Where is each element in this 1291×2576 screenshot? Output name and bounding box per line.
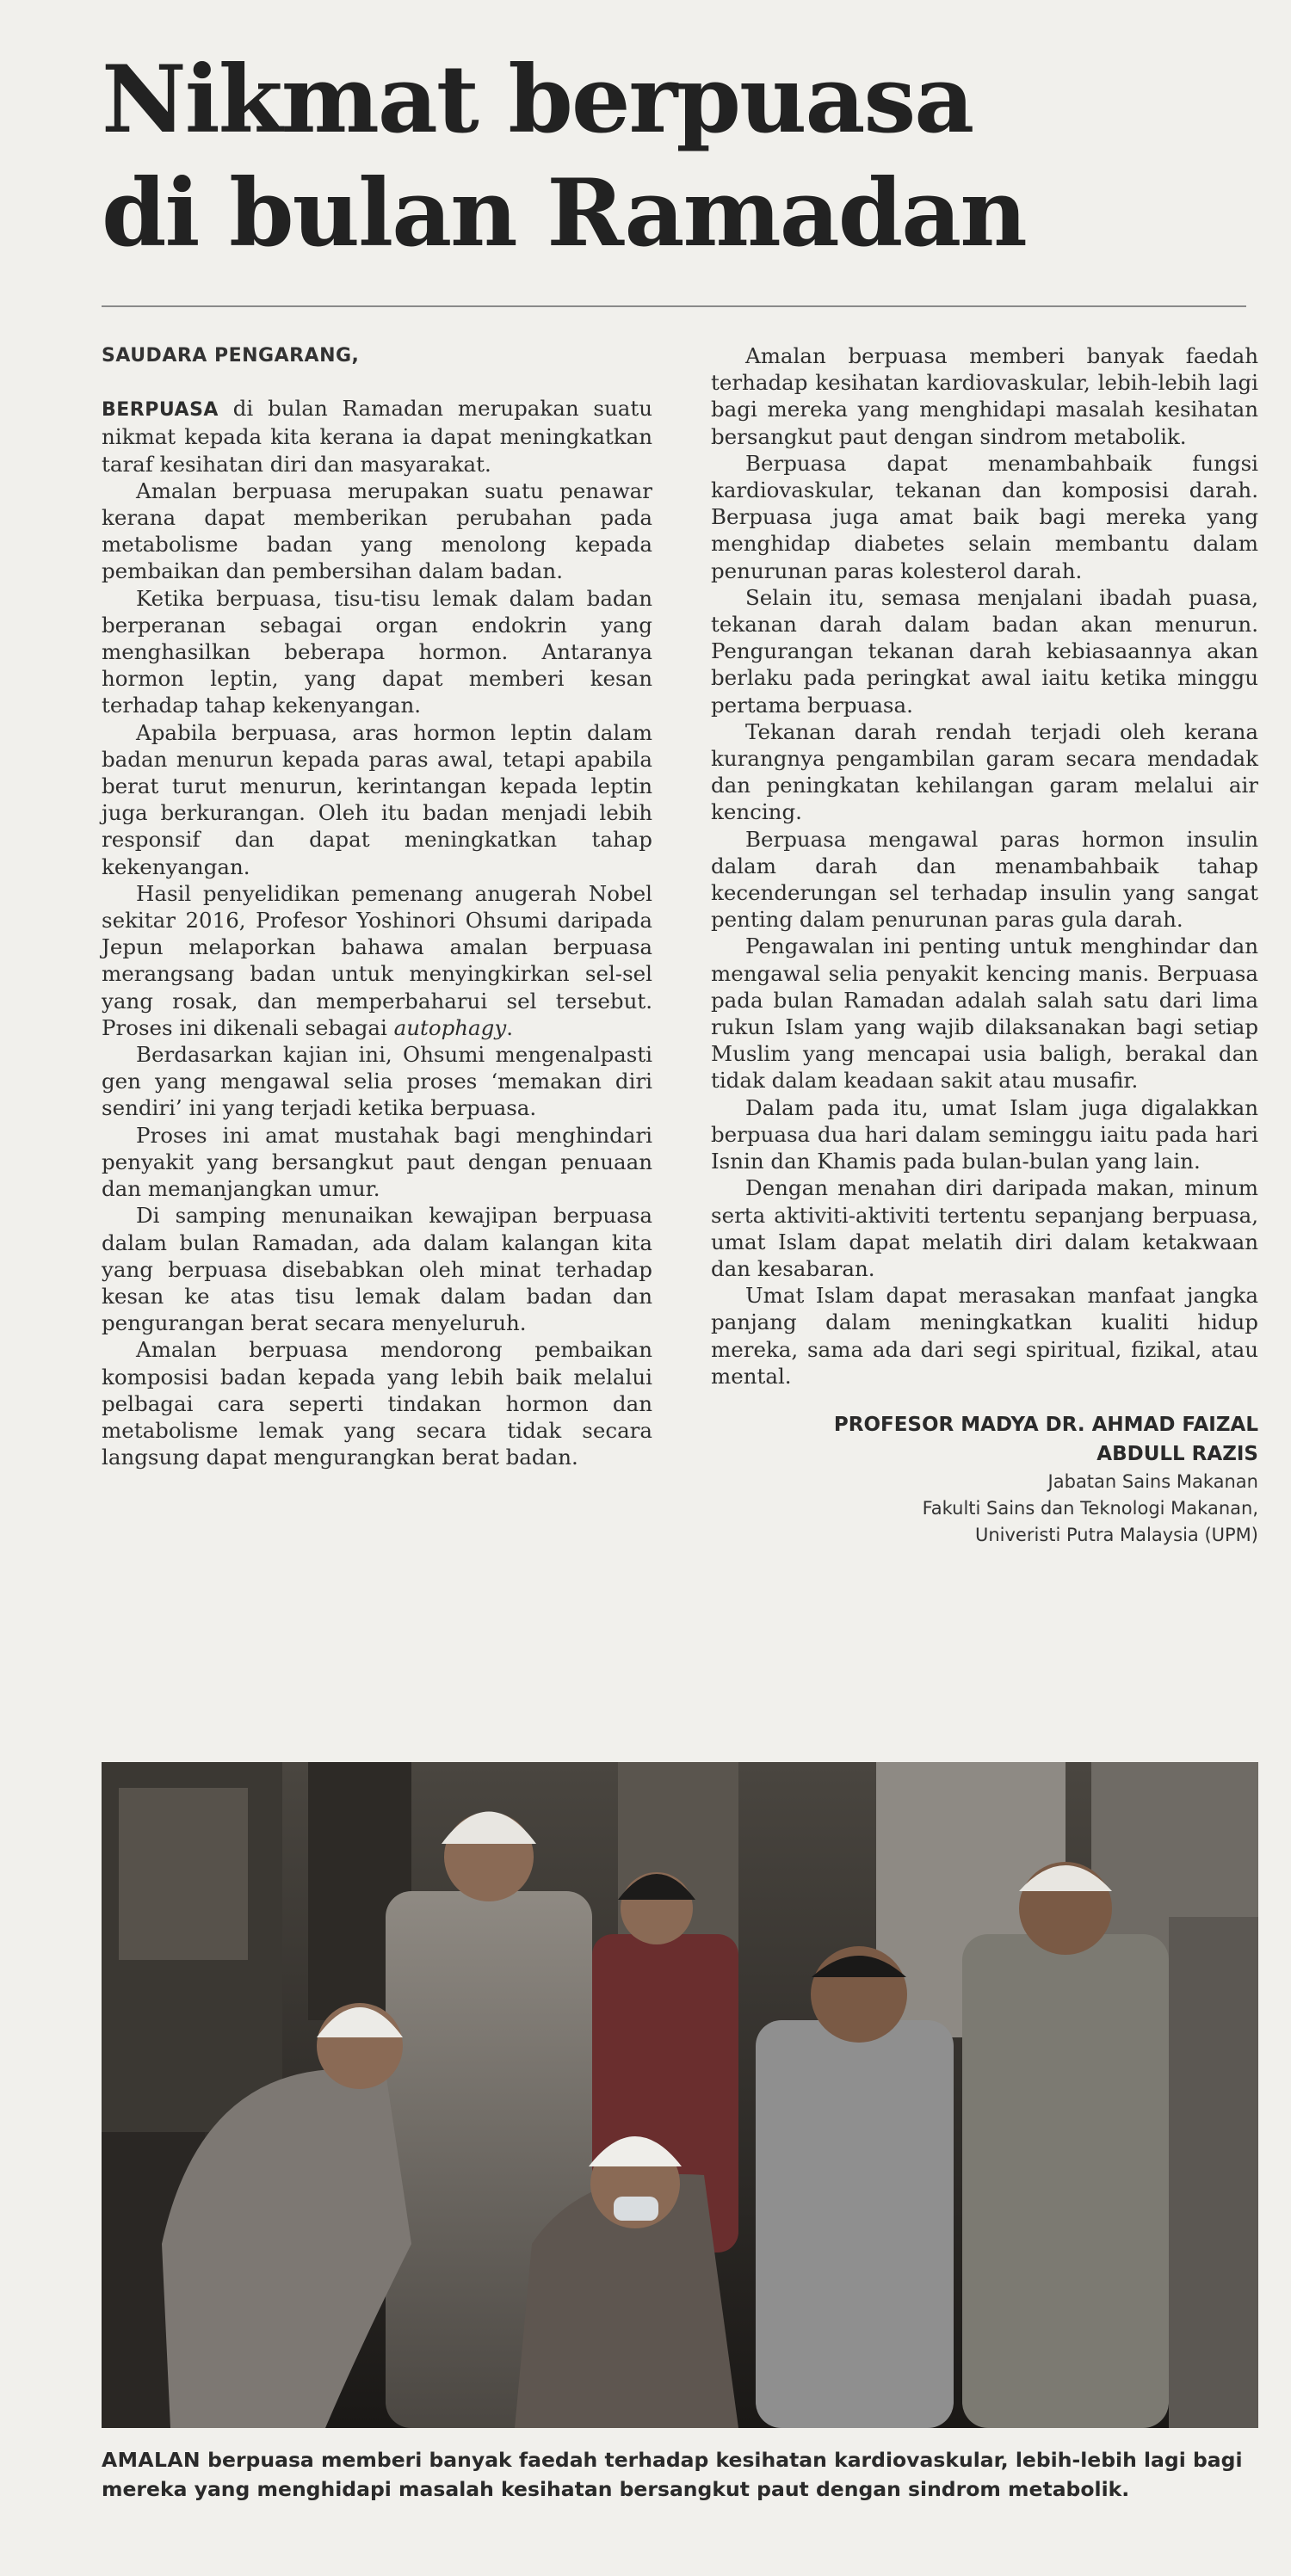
paragraph: Dalam pada itu, umat Islam juga digalakkan berpuasa dua hari dalam seminggu iaitu pada hari Isnin dan Khamis pada bulan-bulan yang lain. [711, 1094, 1258, 1174]
paragraph: Apabila berpuasa, aras hormon leptin dalam badan menurun kepada paras awal, tetapi apabila berat turut menurun, kerintangan kepada leptin juga berkurangan. Oleh itu badan menjadi lebih responsif dan dapat meningkatkan tahap kekenyangan. [102, 719, 652, 879]
headline-divider [102, 305, 1246, 307]
paragraph: Selain itu, semasa menjalani ibadah puasa, tekanan darah dalam badan akan menurun. Pengurangan tekanan darah kebiasaannya akan berlaku pada peringkat awal iaitu ketika minggu pertama berpuasa. [711, 584, 1258, 718]
headline-line-1: Nikmat berpuasa [102, 46, 973, 154]
paragraph: Amalan berpuasa merupakan suatu penawar kerana dapat memberikan perubahan pada metabolisme badan yang menolong kepada pembaikan dan pembersihan dalam badan. [102, 478, 652, 584]
lead-word: BERPUASA [102, 399, 219, 422]
paragraph: Tekanan darah rendah terjadi oleh kerana kurangnya pengambilan garam secara mendadak dan peningkatan kehilangan garam melalui air kencing. [711, 718, 1258, 825]
author-name-line-2: ABDULL RAZIS [1096, 1442, 1258, 1465]
caption-lead: AMALAN [102, 2448, 201, 2472]
nobel-text: Hasil penyelidikan pemenang anugerah Nobel sekitar 2016, Profesor Yoshinori Ohsumi daripada Jepun melaporkan bahawa amalan berpuasa merangsang badan untuk menyingkirkan sel-sel yang rosak, dan memperbaharui sel tersebut. Proses ini dikenali sebagai [102, 880, 652, 1040]
congregational-prayer-photo [102, 1762, 1258, 2428]
author-department: Jabatan Sains Makanan [1047, 1470, 1258, 1492]
nobel-end: . [506, 1014, 513, 1040]
paragraph: Berdasarkan kajian ini, Ohsumi mengenalpasti gen yang mengawal selia proses ‘memakan diri sendiri’ ini yang terjadi ketika berpuasa. [102, 1042, 652, 1121]
author-university: Univeristi Putra Malaysia (UPM) [974, 1524, 1258, 1545]
autophagy-term: autophagy [393, 1014, 507, 1040]
paragraph: Amalan berpuasa memberi banyak faedah terhadap kesihatan kardiovaskular, lebih-lebih lagi bagi mereka yang menghidapi masalah kesihatan bersangkut paut dengan sindrom metabolik. [711, 343, 1258, 449]
salutation: SAUDARA PENGARANG, [102, 345, 360, 367]
right-column [711, 342, 1258, 1549]
author-name-line-1: PROFESOR MADYA DR. AHMAD FAIZAL [833, 1413, 1258, 1436]
lead-text: di bulan Ramadan merupakan suatu nikmat kepada kita kerana ia dapat meningkatkan taraf kesihatan diri dan masyarakat. [102, 396, 652, 477]
paragraph: Ketika berpuasa, tisu-tisu lemak dalam badan berperanan sebagai organ endokrin yang menghasilkan beberapa hormon. Antaranya hormon leptin, yang dapat memberi kesan terhadap tahap kekenyangan. [102, 585, 652, 718]
author-signature [711, 1410, 1258, 1549]
photo-illustration [102, 1762, 1258, 2428]
paragraph: Proses ini amat mustahak bagi menghindari penyakit yang bersangkut paut dengan penuaan dan memanjangkan umur. [102, 1122, 652, 1202]
author-faculty: Fakulti Sains dan Teknologi Makanan, [922, 1497, 1258, 1519]
headline [102, 43, 1220, 270]
photo-caption [102, 2445, 1258, 2504]
left-column [102, 342, 652, 1470]
paragraph: Berpuasa mengawal paras hormon insulin dalam darah dan menambahbaik tahap kecenderungan sel terhadap insulin yang sangat penting dalam penurunan paras gula darah. [711, 826, 1258, 933]
paragraph-nobel [102, 880, 652, 1041]
caption-text: berpuasa memberi banyak faedah terhadap kesihatan kardiovaskular, lebih-lebih lagi bagi mereka yang menghidapi masalah kesihatan bersangkut paut dengan sindrom metabolik. [102, 2448, 1243, 2501]
paragraph: Di samping menunaikan kewajipan berpuasa dalam bulan Ramadan, ada dalam kalangan kita yang berpuasa disebabkan oleh minat terhadap kesan ke atas tisu lemak dalam badan dan pengurangan berat secara menyeluruh. [102, 1203, 652, 1336]
lead-paragraph [102, 395, 652, 478]
paragraph: Amalan berpuasa mendorong pembaikan komposisi badan kepada yang lebih baik melalui pelbagai cara seperti tindakan hormon dan metabolisme lemak yang secara tidak secara langsung dapat mengurangkan berat badan. [102, 1337, 652, 1470]
headline-line-2: di bulan Ramadan [102, 159, 1026, 268]
paragraph: Dengan menahan diri daripada makan, minum serta aktiviti-aktiviti tertentu sepanjang berpuasa, umat Islam dapat melatih diri dalam ketakwaan dan kesabaran. [711, 1175, 1258, 1281]
paragraph: Berpuasa dapat menambahbaik fungsi kardiovaskular, tekanan dan komposisi darah. Berpuasa juga amat baik bagi mereka yang menghidap diabetes selain membantu dalam penurunan paras kolesterol darah. [711, 450, 1258, 583]
paragraph: Umat Islam dapat merasakan manfaat jangka panjang dalam meningkatkan kualiti hidup mereka, sama ada dari segi spiritual, fizikal, atau mental. [711, 1283, 1258, 1389]
paragraph: Pengawalan ini penting untuk menghindar dan mengawal selia penyakit kencing manis. Berpuasa pada bulan Ramadan adalah salah satu dari lima rukun Islam yang wajib dilaksanakan bagi setiap Muslim yang mencapai usia baligh, berakal dan tidak dalam keadaan sakit atau musafir. [711, 934, 1258, 1094]
